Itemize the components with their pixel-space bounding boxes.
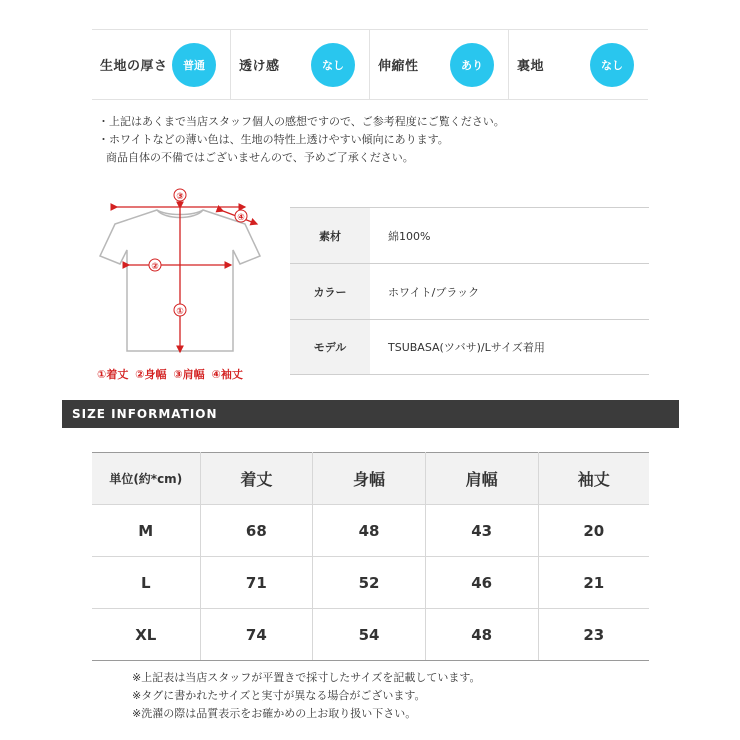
header-width: 身幅 [313,453,426,505]
spec-row-color [290,263,649,319]
attr-badge: なし [311,43,355,87]
table-cell: 43 [425,505,538,557]
attr-badge: 普通 [172,43,216,87]
table-cell: 52 [313,557,426,609]
legend-width: ②身幅 [135,368,167,381]
spec-table [290,207,649,375]
table-cell: 71 [200,557,313,609]
table-cell: 74 [200,609,313,661]
legend-shoulder: ③肩幅 [173,368,205,381]
size-information-header [62,400,679,428]
note-line: ・ホワイトなどの薄い色は、生地の特性上透けやすい傾向にあります。 [98,133,449,146]
marker-3: ③ [176,192,184,202]
table-row [92,505,649,557]
table-cell: 20 [538,505,649,557]
table-cell: 21 [538,557,649,609]
size-label: XL [92,609,200,661]
size-footnotes [132,669,480,723]
attribute-notes [98,113,658,167]
size-table [92,452,649,661]
spec-row-model [290,319,649,375]
table-cell: 46 [425,557,538,609]
spec-value: 綿100% [388,229,431,243]
footnote-line: ※タグに書かれたサイズと実寸が異なる場合がございます。 [132,689,426,702]
fabric-attributes [92,29,648,100]
attr-stretch [370,30,509,99]
note-line: ・上記はあくまで当店スタッフ個人の感想ですので、ご参考程度にご覧ください。 [98,115,505,128]
tshirt-measurement-diagram [95,186,270,366]
table-row [92,609,649,661]
attr-thickness [92,30,231,99]
size-label: L [92,557,200,609]
attr-transparency [231,30,370,99]
size-table-header [92,453,649,505]
footnote-line: ※洗濯の際は品質表示をお確かめの上お取り扱い下さい。 [132,707,417,720]
header-length: 着丈 [200,453,313,505]
attr-lining [509,30,648,99]
attr-badge: なし [590,43,634,87]
header-shoulder: 肩幅 [425,453,538,505]
table-cell: 23 [538,609,649,661]
spec-key: 素材 [290,208,370,263]
spec-key: カラー [290,264,370,319]
diagram-legend [97,366,277,382]
attr-badge: あり [450,43,494,87]
spec-key: モデル [290,320,370,374]
marker-1: ① [176,307,184,317]
legend-length: ①着丈 [97,368,129,381]
attr-label: 生地の厚さ [100,59,168,74]
legend-sleeve: ④袖丈 [211,368,243,381]
marker-2: ② [151,262,159,272]
table-cell: 48 [313,505,426,557]
size-label: M [92,505,200,557]
table-row [92,557,649,609]
attr-label: 透け感 [239,59,280,74]
table-cell: 68 [200,505,313,557]
spec-row-material [290,207,649,263]
table-cell: 48 [425,609,538,661]
section-title: SIZE INFORMATION [72,407,218,421]
table-cell: 54 [313,609,426,661]
spec-value: ホワイト/ブラック [388,285,480,299]
footnote-line: ※上記表は当店スタッフが平置きで採寸したサイズを記載しています。 [132,671,481,684]
spec-value: TSUBASA(ツバサ)/Lサイズ着用 [388,341,545,354]
header-sleeve: 袖丈 [538,453,649,505]
header-unit: 単位(約*cm) [92,453,200,505]
attr-label: 裏地 [517,59,545,74]
attr-label: 伸縮性 [378,59,419,74]
note-line: 商品自体の不備ではございませんので、予めご了承ください。 [106,151,414,164]
marker-4: ④ [237,213,245,223]
